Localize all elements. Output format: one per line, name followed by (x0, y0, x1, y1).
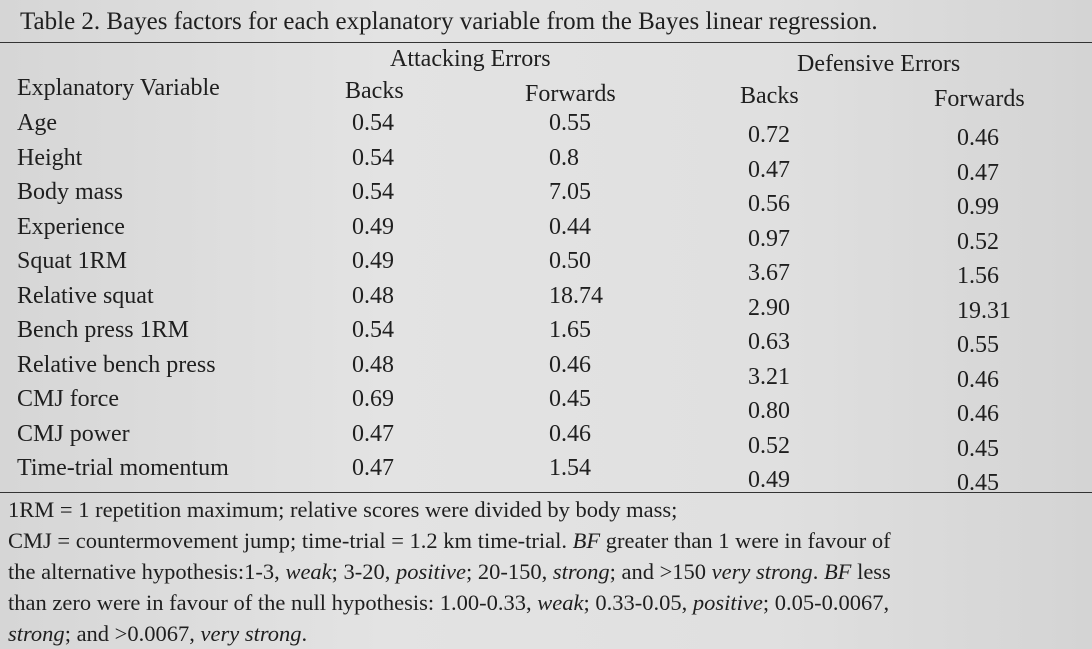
cell-variable: Relative bench press (17, 351, 216, 378)
cell-defensive-backs: 0.97 (748, 225, 790, 252)
table-body (0, 110, 1092, 496)
cell-attacking-backs: 0.69 (352, 386, 394, 412)
cell-attacking-backs: 0.54 (352, 179, 394, 205)
table-row (0, 282, 1092, 324)
cell-attacking-forwards: 0.55 (549, 110, 591, 136)
table-row (0, 110, 1092, 151)
footnote-text: ; 0.33-0.05, (583, 590, 693, 615)
footnote-text: ; and >0.0067, (64, 621, 201, 646)
footnote-text: less (851, 559, 891, 584)
footnote-text: CMJ = countermovement jump; time-trial = 1.2 km time-trial. (8, 528, 573, 553)
footnote-line-1 (8, 494, 1084, 525)
column-header-attacking-forwards: Forwards (525, 81, 616, 107)
cell-attacking-backs: 0.54 (352, 317, 394, 343)
cell-variable: CMJ power (17, 420, 130, 447)
footnote-italic: positive (692, 590, 763, 615)
cell-defensive-forwards: 0.46 (957, 366, 999, 393)
footnote-italic: positive (396, 559, 467, 584)
footnote-line-3 (8, 556, 1084, 587)
footnote-text: than zero were in favour of the null hypothesis: 1.00-0.33, (8, 590, 538, 615)
table-row (0, 248, 1092, 289)
cell-defensive-forwards: 0.46 (957, 125, 999, 151)
group-header-defensive: Defensive Errors (797, 51, 961, 77)
cell-variable: Time-trial momentum (17, 455, 229, 481)
cell-attacking-forwards: 0.45 (549, 386, 591, 412)
cell-variable: Relative squat (17, 282, 154, 309)
column-header-defensive-backs: Backs (740, 83, 799, 109)
cell-attacking-backs: 0.54 (352, 144, 394, 171)
cell-variable: Age (17, 110, 57, 136)
footnote-line-2 (8, 525, 1084, 556)
cell-attacking-forwards: 0.8 (549, 144, 579, 171)
footnote-text: 1RM = 1 repetition maximum; relative scores were divided by body mass; (8, 497, 678, 522)
cell-variable: Bench press 1RM (17, 317, 189, 343)
column-header-defensive-forwards: Forwards (934, 86, 1025, 112)
cell-defensive-backs: 3.21 (748, 363, 790, 390)
table-row (0, 386, 1092, 427)
footnote-text: the alternative hypothesis:1-3, (8, 559, 286, 584)
cell-defensive-backs: 0.47 (748, 156, 790, 183)
cell-attacking-backs: 0.49 (352, 248, 394, 274)
column-header-variable: Explanatory Variable (17, 75, 220, 101)
footnote-seg (8, 587, 889, 618)
footnote-seg (8, 556, 891, 587)
cell-variable: Height (17, 144, 83, 171)
cell-defensive-backs: 0.49 (748, 467, 790, 493)
cell-attacking-forwards: 7.05 (549, 179, 591, 205)
footnote-text: . (301, 621, 308, 646)
cell-attacking-backs: 0.47 (352, 455, 394, 481)
table-footnote (8, 494, 1084, 649)
cell-defensive-forwards: 0.47 (957, 159, 999, 186)
footnote-text: . (812, 559, 824, 584)
cell-variable: Squat 1RM (17, 248, 128, 274)
cell-attacking-forwards: 0.50 (549, 248, 591, 274)
cell-defensive-backs: 3.67 (748, 260, 790, 286)
footnote-italic: weak (537, 590, 584, 615)
footnote-italic: very strong (711, 559, 813, 584)
cell-variable: Body mass (17, 179, 124, 205)
cell-attacking-forwards: 1.54 (549, 455, 591, 481)
cell-defensive-backs: 0.56 (748, 191, 790, 217)
cell-defensive-forwards: 0.45 (957, 435, 999, 462)
cell-attacking-forwards: 0.46 (549, 420, 591, 447)
cell-variable: Experience (17, 213, 125, 240)
cell-attacking-backs: 0.48 (352, 282, 394, 309)
footnote-italic: BF (823, 559, 852, 584)
table-row (0, 213, 1092, 255)
cell-defensive-forwards: 0.46 (957, 401, 999, 427)
cell-defensive-forwards: 0.52 (957, 228, 999, 255)
bottom-rule (0, 492, 1092, 493)
table-row (0, 351, 1092, 393)
cell-variable: CMJ force (17, 386, 119, 412)
cell-attacking-forwards: 0.44 (549, 213, 591, 240)
cell-attacking-forwards: 1.65 (549, 317, 591, 343)
cell-defensive-forwards: 19.31 (957, 297, 1011, 324)
cell-defensive-backs: 0.72 (748, 122, 790, 148)
cell-attacking-forwards: 18.74 (549, 282, 603, 309)
cell-defensive-forwards: 0.45 (957, 470, 999, 496)
top-rule (0, 42, 1092, 43)
footnote-text: greater than 1 were in favour of (600, 528, 891, 553)
cell-attacking-backs: 0.48 (352, 351, 394, 378)
cell-defensive-backs: 0.63 (748, 329, 790, 355)
cell-attacking-forwards: 0.46 (549, 351, 591, 378)
footnote-line-4 (8, 587, 1084, 618)
footnote-italic: weak (285, 559, 332, 584)
cell-defensive-forwards: 1.56 (957, 263, 999, 289)
cell-defensive-backs: 2.90 (748, 294, 790, 321)
footnote-italic: strong (552, 559, 610, 584)
cell-attacking-backs: 0.49 (352, 213, 394, 240)
footnote-text: ; 3-20, (331, 559, 397, 584)
footnote-line-5 (8, 618, 1084, 649)
table-row (0, 317, 1092, 358)
column-header-attacking-backs: Backs (345, 78, 404, 104)
footnote-italic: very strong (200, 621, 302, 646)
footnote-text: ; 0.05-0.0067, (762, 590, 890, 615)
cell-defensive-backs: 0.52 (748, 432, 790, 459)
group-header-attacking: Attacking Errors (390, 46, 551, 72)
table-row (0, 179, 1092, 220)
footnote-italic: strong (8, 621, 65, 646)
footnote-text: ; 20-150, (466, 559, 553, 584)
table-title: Table 2. Bayes factors for each explanatory variable from the Bayes linear regression. (20, 8, 878, 35)
cell-defensive-forwards: 0.55 (957, 332, 999, 358)
cell-defensive-backs: 0.80 (748, 398, 790, 424)
cell-defensive-forwards: 0.99 (957, 194, 999, 220)
cell-attacking-backs: 0.47 (352, 420, 394, 447)
cell-attacking-backs: 0.54 (352, 110, 394, 136)
table-row (0, 144, 1092, 186)
table-row (0, 455, 1092, 496)
footnote-text: ; and >150 (609, 559, 712, 584)
footnote-italic: BF (572, 528, 601, 553)
table-row (0, 420, 1092, 462)
